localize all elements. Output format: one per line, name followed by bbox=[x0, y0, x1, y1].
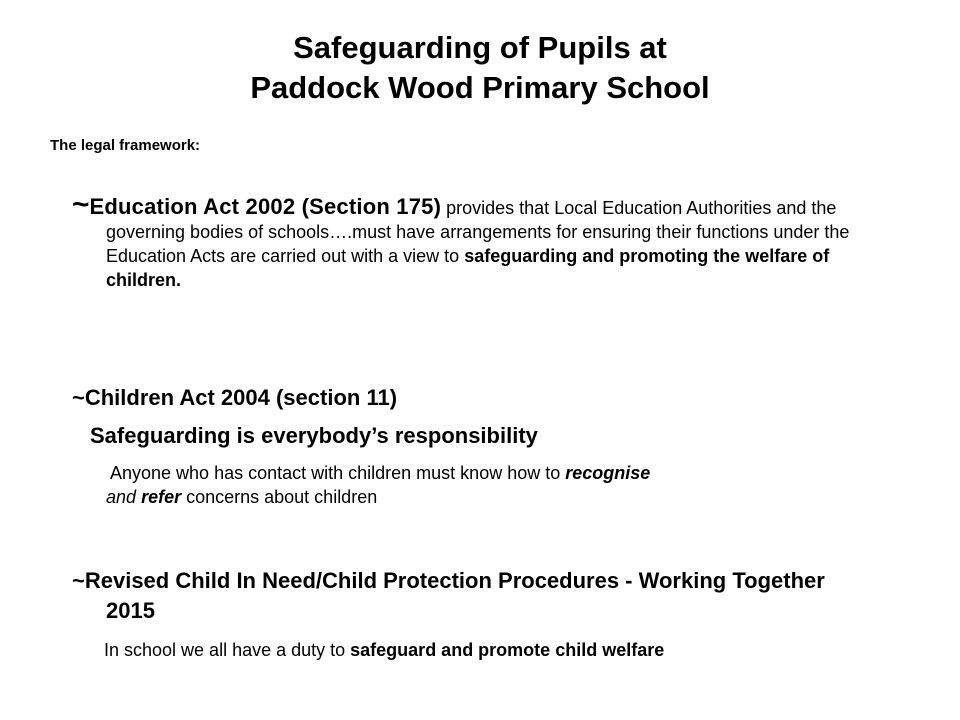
note-recognise: recognise bbox=[565, 463, 651, 483]
note-text-b: concerns about children bbox=[181, 487, 378, 507]
education-act-section bbox=[72, 188, 862, 292]
working-together-text: In school we all have a duty to bbox=[104, 640, 351, 660]
title-line-2: Paddock Wood Primary School bbox=[250, 70, 710, 105]
children-act-section bbox=[72, 383, 862, 509]
education-act-text: provides that Local Education Authorities and the governing bodies of schools….must have arrangements for ensuring their functions under the Education Acts are carried out with a view to bbox=[106, 198, 850, 266]
children-act-note bbox=[72, 461, 862, 509]
note-text-a: Anyone who has contact with children must know how to bbox=[110, 463, 566, 483]
working-together-bold-text: safeguard and promote child welfare bbox=[350, 640, 665, 660]
children-act-heading: ~Children Act 2004 (section 11) bbox=[72, 385, 398, 410]
note-refer: refer bbox=[141, 487, 182, 507]
legal-framework-heading: The legal framework: bbox=[50, 137, 201, 154]
working-together-heading: ~Revised Child In Need/Child Protection Procedures - Working Together 2015 bbox=[72, 568, 825, 623]
working-together-note bbox=[72, 638, 862, 662]
education-act-bold-text: safeguarding and promoting the welfare of children. bbox=[106, 246, 830, 290]
slide-title bbox=[0, 28, 960, 108]
title-line-1: Safeguarding of Pupils at bbox=[293, 30, 667, 65]
children-act-subheading: Safeguarding is everybody’s responsibility bbox=[90, 423, 538, 448]
education-act-heading: Education Act 2002 (Section 175) bbox=[89, 194, 442, 219]
education-act-paragraph bbox=[72, 188, 862, 292]
tilde-marker: ~ bbox=[72, 188, 90, 221]
note-and: and bbox=[106, 487, 137, 507]
working-together-section bbox=[72, 566, 862, 662]
